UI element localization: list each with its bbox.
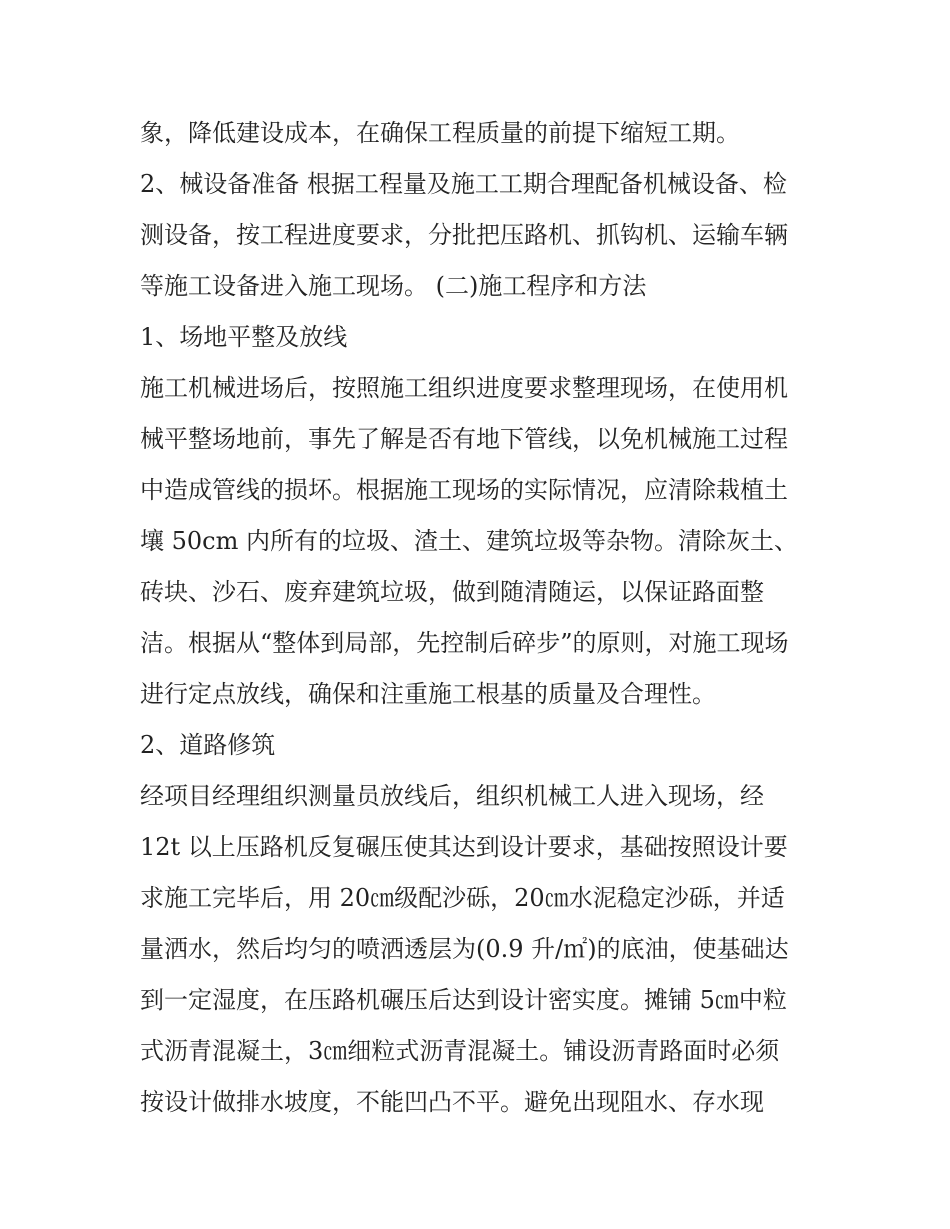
text-line: 洁。根据从“整体到局部，先控制后碎步”的原则，对施工现场 (140, 629, 789, 657)
text-line: 式沥青混凝土，3㎝细粒式沥青混凝土。铺设沥青路面时必须 (140, 1037, 780, 1065)
document-body (140, 108, 820, 1128)
text-line: 求施工完毕后，用 20㎝级配沙砾，20㎝水泥稳定沙砾，并适 (140, 884, 785, 912)
text-line: 经项目经理组织测量员放线后，组织机械工人进入现场，经 (140, 782, 764, 810)
text-line: 象，降低建设成本，在确保工程质量的前提下缩短工期。 (140, 119, 740, 147)
text-line: 等施工设备进入施工现场。 (二)施工程序和方法 (140, 272, 647, 300)
text-line: 械平整场地前，事先了解是否有地下管线，以免机械施工过程 (140, 425, 788, 453)
text-line: 量洒水，然后均匀的喷洒透层为(0.9 升/㎡)的底油，使基础达 (140, 935, 789, 963)
text-line: 12t 以上压路机反复碾压使其达到设计要求，基础按照设计要 (140, 833, 788, 861)
section-heading: 2、道路修筑 (140, 731, 276, 759)
text-line: 中造成管线的损坏。根据施工现场的实际情况，应清除栽植土 (140, 476, 788, 504)
text-line: 2、械设备准备 根据工程量及施工工期合理配备机械设备、检 (140, 170, 787, 198)
text-line: 按设计做排水坡度，不能凹凸不平。避免出现阻水、存水现 (140, 1088, 764, 1116)
text-line: 到一定湿度，在压路机碾压后达到设计密实度。摊铺 5㎝中粒 (140, 986, 787, 1014)
section-heading: 1、场地平整及放线 (140, 323, 348, 351)
text-line: 砖块、沙石、废弃建筑垃圾，做到随清随运，以保证路面整 (140, 578, 764, 606)
text-line: 测设备，按工程进度要求，分批把压路机、抓钩机、运输车辆 (140, 221, 788, 249)
text-line: 施工机械进场后，按照施工组织进度要求整理现场，在使用机 (140, 374, 788, 402)
text-line: 进行定点放线，确保和注重施工根基的质量及合理性。 (140, 680, 716, 708)
text-line: 壤 50cm 内所有的垃圾、渣土、建筑垃圾等杂物。清除灰土、 (140, 527, 798, 555)
